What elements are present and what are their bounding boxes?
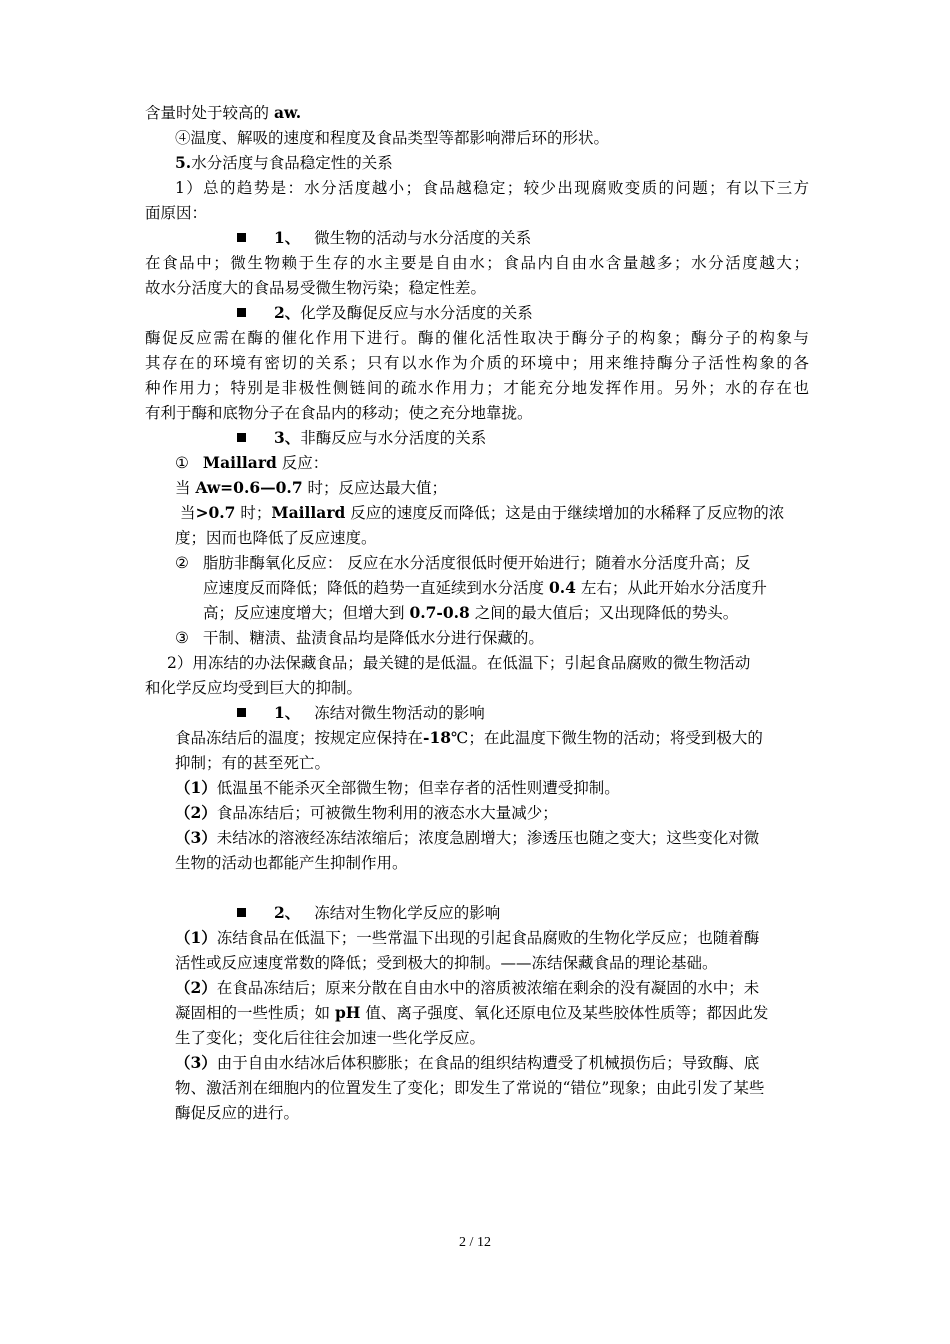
- square-bullet-icon: [237, 308, 246, 317]
- square-bullet-icon: [237, 433, 246, 442]
- list-item: （3）未结冰的溶液经冻结浓缩后；浓度急剧增大；渗透压也随之变大；这些变化对微: [175, 828, 760, 847]
- list-item: ① Maillard 反应：: [175, 453, 329, 472]
- text-line: 种作用力；特别是非极性侧链间的疏水作用力；才能充分地发挥作用。另外；水的存在也: [145, 379, 809, 397]
- text-line: 应速度反而降低；降低的趋势一直延续到水分活度 0.4 左右；从此开始水分活度升: [203, 578, 767, 597]
- text-line: 2）用冻结的办法保藏食品；最关键的是低温。在低温下；引起食品腐败的微生物活动: [167, 654, 751, 672]
- text-line: 活性或反应速度常数的降低；受到极大的抑制。——冻结保藏食品的理论基础。: [175, 954, 718, 972]
- text-line: 酶促反应的进行。: [175, 1104, 300, 1122]
- bullet-heading: 2、化学及酶促反应与水分活度的关系: [237, 303, 533, 323]
- text-line: 有利于酶和底物分子在食品内的移动；使之充分地靠拢。: [145, 404, 533, 422]
- list-item: （1）低温虽不能杀灭全部微生物；但幸存者的活性则遭受抑制。: [175, 778, 620, 797]
- text-line: 1）总的趋势是：水分活度越小；食品越稳定；较少出现腐败变质的问题；有以下三方: [175, 179, 809, 197]
- list-item: （2）在食品冻结后；原来分散在自由水中的溶质被浓缩在剩余的没有凝固的水中；未: [175, 978, 760, 997]
- text-line: 物、激活剂在细胞内的位置发生了变化；即发生了常说的“错位”现象；由此引发了某些: [175, 1079, 765, 1097]
- page-number: 2 / 12: [459, 1235, 491, 1250]
- text-line: 度；因而也降低了反应速度。: [175, 529, 377, 547]
- text-line: 当 Aw=0.6—0.7 时；反应达最大值；: [175, 478, 448, 497]
- text-line: 生物的活动也都能产生抑制作用。: [175, 854, 408, 872]
- text-line: 高；反应速度增大；但增大到 0.7-0.8 之间的最大值后；又出现降低的势头。: [203, 603, 739, 622]
- text-line: 生了变化；变化后往往会加速一些化学反应。: [175, 1029, 486, 1047]
- text-line: ④温度、解吸的速度和程度及食品类型等都影响滞后环的形状。: [175, 129, 610, 147]
- square-bullet-icon: [237, 908, 246, 917]
- text-line: 和化学反应均受到巨大的抑制。: [145, 679, 363, 697]
- text-line: 面原因：: [145, 204, 208, 222]
- square-bullet-icon: [237, 708, 246, 717]
- list-item: （1）冻结食品在低温下；一些常温下出现的引起食品腐败的生物化学反应；也随着酶: [175, 928, 760, 947]
- text-line: 凝固相的一些性质；如 pH 值、离子强度、氧化还原电位及某些胶体性质等；都因此发: [175, 1003, 769, 1022]
- square-bullet-icon: [237, 233, 246, 242]
- list-item: （3）由于自由水结冰后体积膨胀；在食品的组织结构遭受了机械损伤后；导致酶、底: [175, 1053, 760, 1072]
- list-item: ② 脂肪非酶氧化反应： 反应在水分活度很低时便开始进行；随着水分活度升高；反: [175, 554, 751, 572]
- text-line: 当>0.7 时；Maillard 反应的速度反而降低；这是由于继续增加的水稀释了反应物的浓: [180, 503, 785, 522]
- bullet-heading: 1、 冻结对微生物活动的影响: [237, 703, 485, 723]
- bullet-heading: 1、 微生物的活动与水分活度的关系: [237, 228, 531, 248]
- text-line: 抑制；有的甚至死亡。: [175, 754, 331, 772]
- list-item: ③ 干制、糖渍、盐渍食品均是降低水分进行保藏的。: [175, 629, 544, 647]
- text-line: 故水分活度大的食品易受微生物污染；稳定性差。: [145, 279, 487, 297]
- bullet-heading: 3、非酶反应与水分活度的关系: [237, 428, 486, 448]
- text-line: 含量时处于较高的 aw.: [145, 103, 302, 122]
- text-line: 酶促反应需在酶的催化作用下进行。酶的催化活性取决于酶分子的构象；酶分子的构象与: [145, 329, 809, 347]
- section-heading: 5.水分活度与食品稳定性的关系: [175, 153, 393, 172]
- list-item: （2）食品冻结后；可被微生物利用的液态水大量减少；: [175, 803, 558, 822]
- bullet-heading: 2、 冻结对生物化学反应的影响: [237, 903, 500, 923]
- text-line: 在食品中；微生物赖于生存的水主要是自由水；食品内自由水含量越多；水分活度越大；: [145, 254, 809, 272]
- text-line: 其存在的环境有密切的关系；只有以水作为介质的环境中；用来维持酶分子活性构象的各: [145, 354, 809, 372]
- text-line: 食品冻结后的温度；按规定应保持在-18℃；在此温度下微生物的活动；将受到极大的: [175, 728, 763, 747]
